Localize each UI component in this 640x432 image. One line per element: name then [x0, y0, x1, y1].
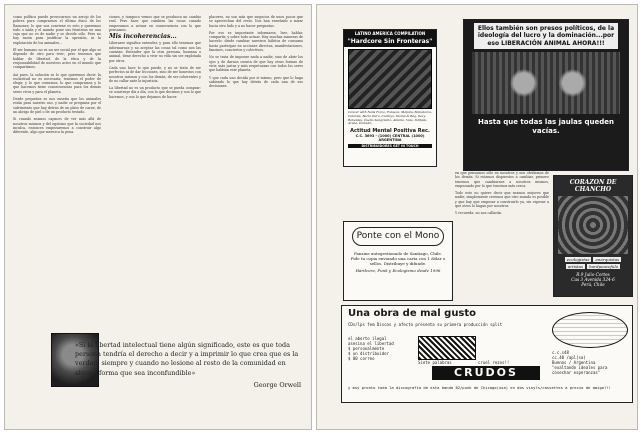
- text-column-3: [209, 15, 303, 335]
- compilation-title: "Hardcore Sin Fronteras": [344, 37, 436, 47]
- paragraph: Así pues, la solución es lo que queremos decir: la esclavitud no es necesaria; tenemos el poder de elegir, y lo que comemos, lo que compramos y lo que hacemos tiene consecuencias para los demás seres vivos y para el planeta.: [13, 72, 101, 94]
- compilation-ad: [343, 29, 437, 167]
- una-obra-de-mal-gusto-ad: [341, 305, 633, 403]
- obra-line: Buenos / Argentina: [552, 360, 596, 365]
- paragraph: Todo esto no quiere decir que seamos mejores que nadie; simplemente creemos que otro mundo es posible y que hay que empezar a construirlo ya, sin esperar a que otros lo hagan por nosotros.: [455, 191, 549, 209]
- section-heading: Mis incoherencias...: [109, 33, 177, 41]
- corazon-tag: anarquistas: [595, 257, 620, 262]
- ponte-text: Fanzine autogestionado de Santiago, Chile. Pide tu copia enviando una carta con 1 dólar o sellos. Distribuye y difunde.: [350, 251, 446, 266]
- obra-line: c.c.s48: [552, 350, 569, 355]
- obra-footer: y muy pronto toda la discografía de esta banda 82/punk de Chicago(usa) en dos vinyls/cassettes a precio de amigo!!!: [348, 385, 611, 390]
- obra-left-lines: [348, 336, 412, 361]
- paragraph: Desde pequeños se nos enseña que los animales están para nuestro uso, y nadie se pregunta por el sufrimiento que hay detrás de un plato de carne, de un abrigo de piel o de un producto testado.: [13, 97, 101, 114]
- animal-liberation-text: Ellos también son presos políticos, de la ideología del lucro y la dominación...por eso LIBERACIÓN ANIMAL AHORA!!!: [474, 23, 618, 49]
- obra-middle-label: Siete palabras: [418, 360, 452, 365]
- paragraph: Liberarse significa entender, y para ello tenemos que informarnos y no aceptar las cosas tal como nos las cuentan. Entender que la otra persona, humana o animal, tiene derecho a vivir su vida sin ser explotada por otros.: [109, 41, 201, 63]
- corazon-tag: ecologistas: [566, 257, 590, 262]
- corazon-tag: hardpeacefulo: [589, 264, 619, 269]
- corazon-tag: artistas: [567, 264, 584, 269]
- ponte-footer: Hardcore, Punk y Ecologismo desde 1996: [355, 268, 441, 273]
- corazon-artwork: [558, 196, 628, 254]
- paragraph: Por eso es importante informarse, leer, hablar, compartir, y sobre todo actuar. Hay muchas maneras de hacerlo: desde cambiar nuestros hábitos de consumo hasta participar en acciones directas, manifestaciones, fanzines, conciertos y colectivos.: [209, 30, 303, 53]
- paragraph: como política puede provocarnos un arrojo de los pobres para comprarnos el último disco de los Ramones; lo que nos conviene es esto y queremos todo o nada y el mundo pone sus fronteras en una caja que no es de nadie y se decide sólo. Pero no hay razón para justificar la opresión, ni la explotación de los animales...: [13, 15, 101, 45]
- corazon-de-chancho-ad: [553, 175, 633, 297]
- obra-line: $ un distribuidor: [348, 351, 389, 356]
- text-column-2: [109, 15, 201, 335]
- obra-middle-label: cruel rezos!!: [478, 360, 510, 365]
- obra-line: $ 80 correo: [348, 356, 375, 361]
- obra-crudos-logo: CRUDOS: [432, 366, 540, 380]
- corazon-tags: [554, 254, 632, 272]
- compilation-address: C.C. 3693 - (1000) CENTRAL (1000) ARGENTINA: [355, 134, 425, 143]
- obra-intro: CDs/lps fem Discos y afecto presenta su primera producción split: [348, 322, 503, 327]
- right-text-column: [455, 171, 549, 299]
- obra-line: cc.48 /apl(sa): [552, 355, 586, 360]
- compilation-band-list: Cancer with Nails Force, Fonseca, Mafada, Mataderos, Catarsis, Barra Dura, Cuchiya, Stomp & Bag, Sexy, Rebeldes, Cuello Sangriento, Atlanta, Vale, Intifada, Aruba, Parasito: [348, 110, 432, 126]
- ponte-title: Ponte con el Mono: [352, 227, 444, 246]
- obra-line: asesina el libertad: [348, 341, 394, 346]
- compilation-header: LATINO AMERICA COMPILATION: [344, 30, 436, 37]
- animal-liberation-ad: [463, 19, 629, 171]
- right-page: [316, 4, 638, 430]
- paragraph: Y que cada uno decida por sí mismo, pero que lo haga sabiendo lo que hay detrás de cada una de sus decisiones.: [209, 75, 303, 89]
- corazon-address: R.9 Julio Cortes Cas 3 Avenida 324-6 Perú, Chile: [571, 272, 615, 288]
- paragraph: Si cuando seamos capaces de ver más allá de nosotros mismos y del egoísmo que la sociedad nos inculca, entonces empezaremos a construir algo diferente, algo que merezca la pena.: [13, 117, 101, 135]
- compilation-label: Actitud Mental Positiva Rec.: [350, 128, 430, 135]
- paragraph: en que pensamos sólo en nosotros y nos olvidamos de los demás. Si estamos dispuestos a cambiar, primero tenemos que cambiarnos a nosotros mismos, empezando por lo que tenemos más cerca.: [455, 171, 549, 188]
- obra-record-label-logo: [552, 312, 628, 348]
- obra-title: Una obra de mal gusto: [348, 308, 477, 319]
- paragraph: Y recuerda: no nos callarán.: [455, 211, 503, 216]
- paragraph: El ser humano no es un ser social por el que algo se depende de otro para vivir; pero tenemos que hablar de libertad, de la ética y de la responsabilidad de nuestros actos en el mundo que compartimos.: [13, 48, 101, 70]
- obra-line: $ personalmente: [348, 346, 385, 351]
- paragraph: No se trata de imponer nada a nadie, sino de abrir los ojos y de darnos cuenta de que hay otras formas de vivir, más justas y más respetuosas con todos los seres que habitan este planeta.: [209, 55, 303, 73]
- paragraph: ciones, y tampoco vemos que se produzca un cambio real. Pero hace que cambien las cosas cuando empezamos a actuar en consecuencia con lo que pensamos.: [109, 15, 201, 32]
- quote-author: George Orwell: [253, 381, 301, 389]
- obra-band-logo: [418, 336, 476, 360]
- paragraph: La libertad no es un producto que se pueda comprar: se construye día a día, con lo que decimos y con lo que hacemos, y con lo que dejamos de hacer.: [109, 86, 201, 99]
- left-page: [4, 4, 312, 430]
- orwell-quote: «Si la libertad intelectual tiene algún significado, este es que toda persona tendría el derecho a decir y a imprimir lo que crea que es la verdad, siempre y cuando no lesione al resto de la comunidad en alguna forma que sea inconfundible»: [75, 341, 299, 377]
- caged-animal-photo: [472, 52, 620, 114]
- text-column-1: [13, 15, 101, 335]
- obra-line: "exaltando ideales para cosechar esperanzas": [552, 365, 608, 375]
- corazon-title: CORAZON DE CHANCHO: [569, 179, 617, 193]
- obra-right-lines: [552, 350, 628, 375]
- paragraph: placeres, no son más que negocios de unos pocos que se aprovechan del resto. Nos han enseñado a mirar hacia otro lado y a no hacer preguntas.: [209, 15, 303, 28]
- empty-cages-caption: Hasta que todas las jaulas queden vacías.: [478, 118, 614, 136]
- ponte-con-el-mono-ad: [343, 221, 453, 301]
- compilation-cover-art: [348, 49, 432, 109]
- compilation-distribution: DISTRIBUIDORES GET IN TOUCH: [348, 144, 432, 148]
- obra-line: el aborto ilegal: [348, 336, 387, 341]
- paragraph: Cada uno hace lo que puede, y no se trata de ser perfectos ni de dar lecciones, sino de ser honestos con nosotros mismos y con los demás, de ser coherentes y de no callar ante la injusticia.: [109, 65, 201, 83]
